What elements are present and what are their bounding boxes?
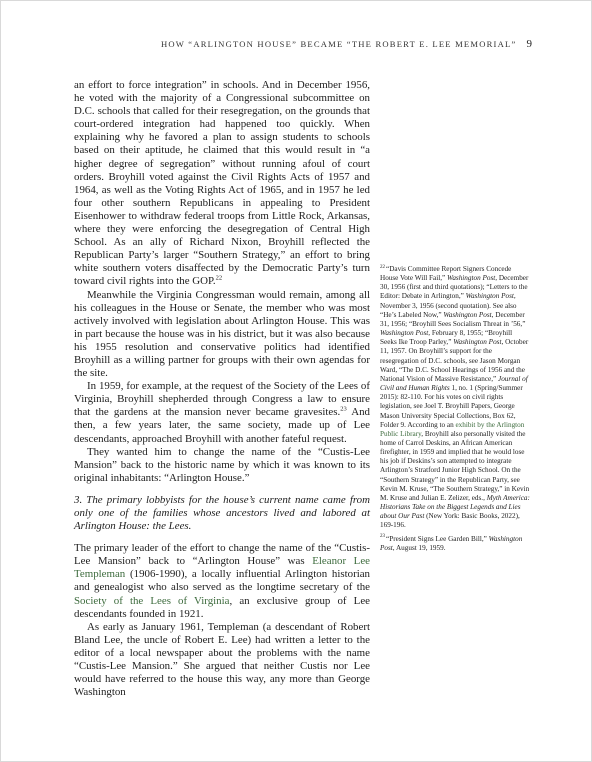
paragraph-2: Meanwhile the Virginia Congressman would remain, among all his colleagues in the House or Senate, the member who was most actively involved with legislation about Arlington House. This was in part because the house was in his district, but it was also because his 1955 resolution and conservative politics had identified Broyhill as a willing partner for groups with their own agendas for the site. xyxy=(74,288,370,380)
footnote-ref-23[interactable]: 23 xyxy=(340,405,347,413)
link-eleanor-lee-templeman[interactable]: Eleanor Lee Templeman xyxy=(74,555,370,581)
footnote-22: $^{22}$“Davis Committee Report Signers Concede House Vote Will Fail,” Washington Post, December 30, 1956 (first and third quotations); “Letters to the Editor: Debate in Arlington,” Washington Post, November 3, 1956 (second quotation). See also “He’s Labeled Now,” Washington Post, December 31, 1956; “Broyhill Sees Socialism Threat in ’56,” Washington Post, February 8, 1955; “Broyhill Seeks Ike Troop Parley,” Washington Post, October 11, 1957. On Broyhill’s support for the resegregation of D.C. schools, see Jason Morgan Ward, “The D.C. School Hearings of 1956 and the National Vision of Massive Resistance,” Journal of Civil and Human Rights 1, no. 1 (Spring/Summer 2015): 82-110. For his votes on civil rights legislation, see Joel T. Broyhill Papers, George Mason University Special Collections, Box 62, Folder 9. According to an exhibit by the Arlington Public Library, Broyhill also personally visited the home of Carrol Deskins, an African American firefighter, in 1959 and implied that he would lose his job if Deskins’s son attempted to integrate Arlington’s Stratford Junior High School. On the “Southern Strategy” in the Republican Party, see Kevin M. Kruse, “The Southern Strategy,” in Kevin M. Kruse and Julian E. Zelizer, eds., Myth America: Historians Take on the Biggest Legends and Lies about Our Past (New York: Basic Books, 2022), 169-196. xyxy=(380,264,530,530)
paragraph-4: They wanted him to change the name of the “Custis-Lee Mansion” back to the historic name by which it was known to its original inhabitants: “Arlington House.” xyxy=(74,445,370,484)
paragraph-3: In 1959, for example, at the request of the Society of the Lees of Virginia, Broyhill shepherded through Congress a law to ensure that the gardens at the mansion never became gravesites.$^{23}$ And then, a few years later, the same society, made up of Lee descendants, approached Broyhill with another fateful request. xyxy=(74,380,370,445)
main-text-column xyxy=(74,79,370,699)
running-title: HOW “ARLINGTON HOUSE” BECAME “THE ROBERT E. LEE MEMORIAL” xyxy=(160,39,517,49)
page-number: 9 xyxy=(526,38,532,50)
footnote-23: $^{23}$“President Signs Lee Garden Bill,” Washington Post, August 19, 1959. xyxy=(380,534,523,552)
footnote-ref-22[interactable]: 22 xyxy=(215,274,223,282)
link-society-of-the-lees[interactable]: Society of the Lees of Virginia xyxy=(74,594,230,607)
section-heading: 3. The primary lobbyists for the house’s current name came from only one of the families whose ancestors lived and labored at Arlington House: the Lees. xyxy=(74,493,370,533)
paragraph-1: an effort to force integration” in schools. And in December 1956, he voted with the majority of a Congressional subcommittee on D.C. schools that called for their resegregation, on the grounds that court-ordered integration had happened too quickly. When explaining why he favored a plan to assign students to schools based on their aptitude, he claimed that this would result in “a higher degree of segregation” without running afoul of court orders. Broyhill voted against the Civil Rights Acts of 1957 and 1964, as well as the Voting Rights Act of 1965, and in 1957 he led four other southern Republicans in appealing to President Eisenhower to withdraw federal troops from Little Rock, Arkansas, where they were enforcing the desegregation of Central High School. As an ally of Richard Nixon, Broyhill reflected the Republican Party’s larger “Southern Strategy,” an effort to bring white southern voters disaffected by the Democratic Party’s turn toward civil rights into the GOP.$^{22}$ xyxy=(74,79,370,288)
link-arlington-library-exhibit[interactable]: exhibit by the Arlington Public Library xyxy=(380,420,525,438)
running-header xyxy=(0,38,532,50)
sidenotes xyxy=(380,265,530,557)
paragraph-6: As early as January 1961, Templeman (a descendant of Robert Bland Lee, the uncle of Robert E. Lee) had written a letter to the editor of a local newspaper about the problems with the name “Custis-Lee Mansion.” She argued that neither Custis nor Lee would have referred to the house this way, any more than George Washington xyxy=(74,620,370,699)
paragraph-5: The primary leader of the effort to change the name of the “Custis-Lee Mansion” back to “Arlington House” was Eleanor Lee Templeman (1906-1990), a locally influential Arlington historian and genealogist who also served as the longtime secretary of the Society of the Lees of Virginia, an exclusive group of Lee descendants founded in 1921. xyxy=(74,542,370,620)
